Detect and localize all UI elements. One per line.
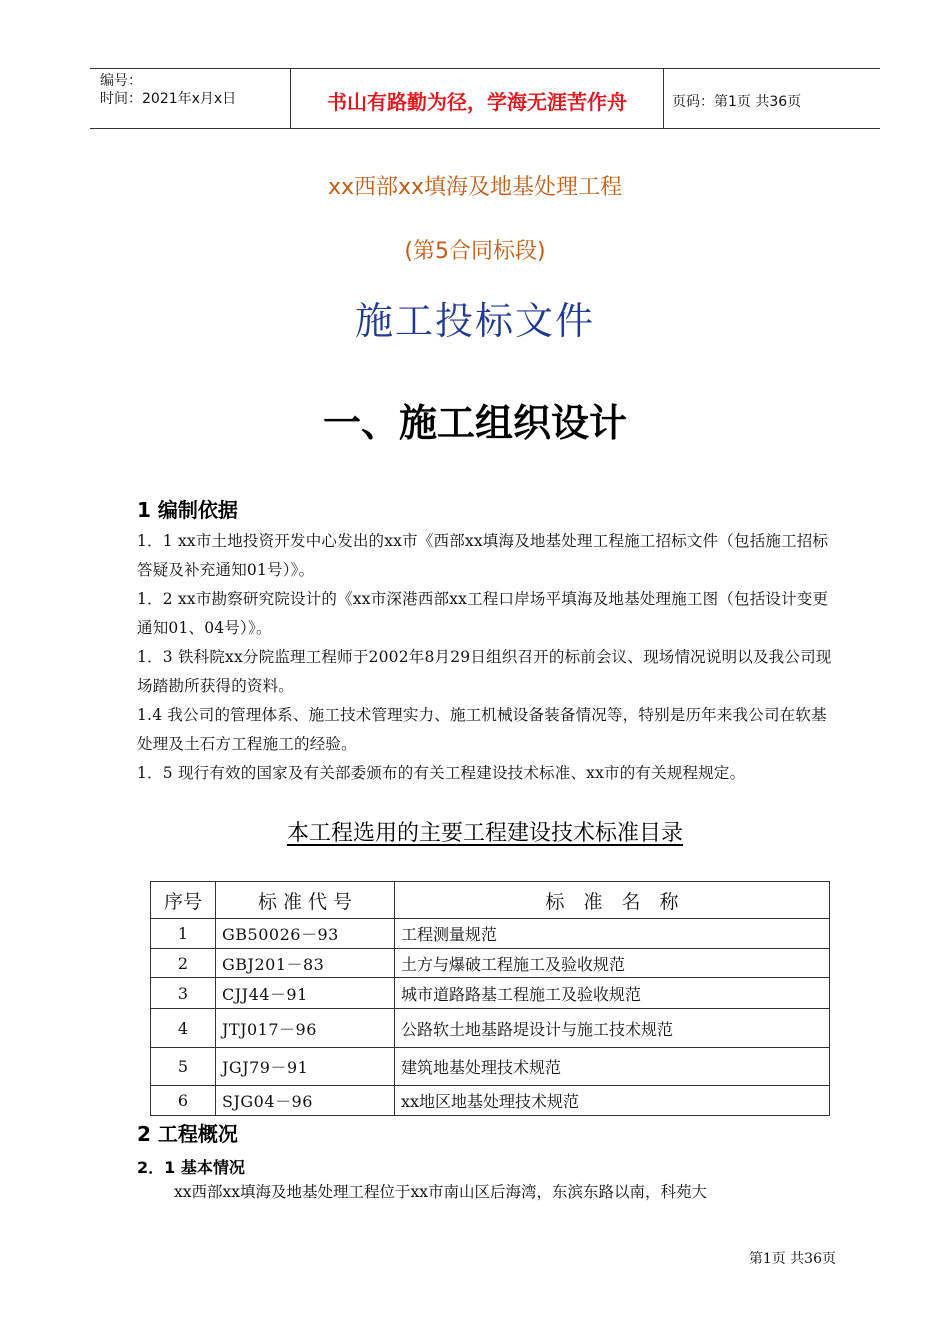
row-code: JTJ017－96 <box>216 1009 395 1048</box>
row-code: SJG04－96 <box>216 1086 395 1116</box>
header-top-rule <box>90 68 880 69</box>
header-motto: 书山有路勤为径，学海无涯苦作舟 <box>327 90 627 114</box>
header-number-label: 编号： <box>100 73 142 89</box>
section1-heading: 1 编制依据 <box>137 498 238 522</box>
row-no: 2 <box>151 949 216 978</box>
row-name: xx地区地基处理技术规范 <box>395 1086 830 1116</box>
table-row <box>151 1048 830 1086</box>
row-code: GB50026－93 <box>216 919 395 949</box>
section2-heading: 2 工程概况 <box>137 1122 238 1146</box>
section2-text: xx西部xx填海及地基处理工程位于xx市南山区后海湾，东滨东路以南，科苑大 <box>174 1183 707 1201</box>
section1-item-1: 1．1 xx市土地投资开发中心发出的xx市《西部xx填海及地基处理工程施工招标文件（包括施工招标答疑及补充通知01号）》。 <box>137 532 829 579</box>
column-header-no: 序号 <box>151 882 216 919</box>
row-name: 公路软土地基路堤设计与施工技术规范 <box>395 1009 830 1048</box>
section1-item-5: 1．5 现行有效的国家及有关部委颁布的有关工程建设技术标准、xx市的有关规程规定。 <box>137 764 746 782</box>
row-name: 城市道路路基工程施工及验收规范 <box>395 978 830 1009</box>
table-header-row <box>151 882 830 919</box>
table-row <box>151 978 830 1009</box>
row-name: 土方与爆破工程施工及验收规范 <box>395 949 830 978</box>
section1-item-4: 1.4 我公司的管理体系、施工技术管理实力、施工机械设备装备情况等，特别是历年来我公司在软基处理及土石方工程施工的经验。 <box>137 706 827 753</box>
column-header-name: 标 准 名 称 <box>395 882 830 919</box>
lot-title: (第5合同标段) <box>404 239 546 264</box>
section1-item-2: 1．2 xx市勘察研究院设计的《xx市深港西部xx工程口岸场平填海及地基处理施工图（包括设计变更通知01、04号）》。 <box>137 590 829 637</box>
row-code: GBJ201－83 <box>216 949 395 978</box>
project-title: xx西部xx填海及地基处理工程 <box>327 175 623 200</box>
standards-title: 本工程选用的主要工程建设技术标准目录 <box>286 821 683 846</box>
part-title: 一、施工组织设计 <box>322 401 627 445</box>
row-code: JGJ79－91 <box>216 1048 395 1086</box>
section2-subheading: 2．1 基本情况 <box>137 1158 245 1177</box>
header-time-label: 时间：2021年x月x日 <box>100 91 237 107</box>
row-no: 5 <box>151 1048 216 1086</box>
row-no: 3 <box>151 978 216 1009</box>
table-row <box>151 919 830 949</box>
standards-table <box>150 881 830 1116</box>
row-name: 工程测量规范 <box>395 919 830 949</box>
row-name: 建筑地基处理技术规范 <box>395 1048 830 1086</box>
column-header-code: 标 准 代 号 <box>216 882 395 919</box>
document-title: 施工投标文件 <box>354 299 595 343</box>
table-row <box>151 1009 830 1048</box>
section1-item-3: 1．3 铁科院xx分院监理工程师于2002年8月29日组织召开的标前会议、现场情况说明以及我公司现场踏勘所获得的资料。 <box>137 648 832 695</box>
header-divider-right <box>663 68 664 129</box>
row-no: 1 <box>151 919 216 949</box>
header-page-label: 页码：第1页 共36页 <box>672 94 802 110</box>
table-row <box>151 949 830 978</box>
page-footer: 第1页 共36页 <box>748 1251 836 1267</box>
row-code: CJJ44－91 <box>216 978 395 1009</box>
header-bottom-rule <box>90 128 880 129</box>
row-no: 4 <box>151 1009 216 1048</box>
row-no: 6 <box>151 1086 216 1116</box>
table-row <box>151 1086 830 1116</box>
